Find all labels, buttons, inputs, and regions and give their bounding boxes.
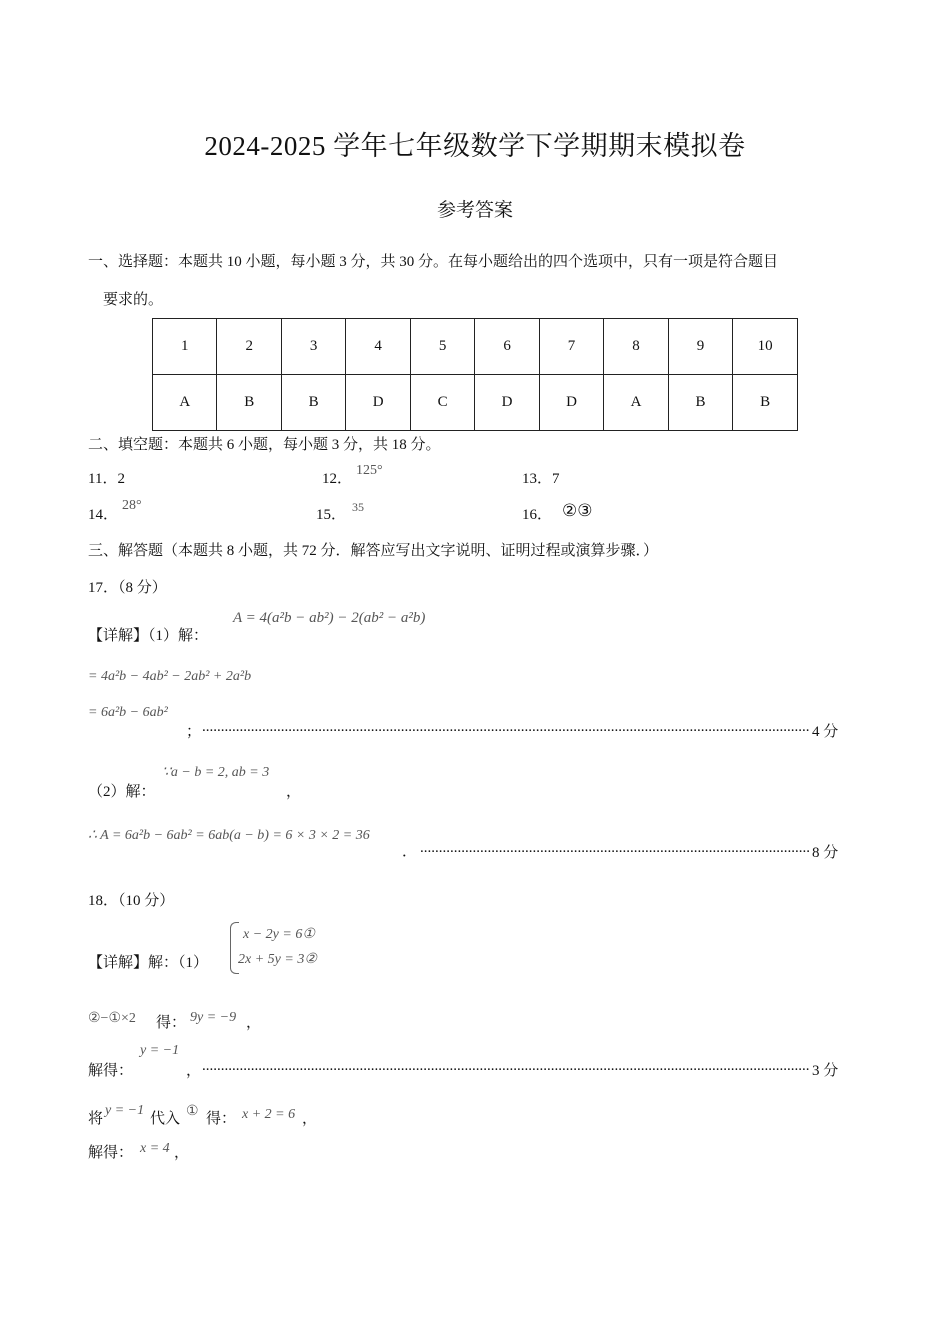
table-cell: B — [733, 375, 798, 431]
q18-solve-label: 解得： — [88, 1063, 134, 1079]
table-cell: B — [668, 375, 732, 431]
fill-item-12-value: 125° — [356, 463, 383, 478]
fill-item-14-label: 14． — [88, 507, 119, 523]
table-cell: 1 — [153, 319, 217, 375]
fill-item-11: 11．2 — [88, 471, 125, 487]
q18-step1-end: ， — [246, 1015, 262, 1031]
q17-given: ∵a − b = 2, ab = 3 — [162, 765, 270, 780]
document-title: 2024-2025 学年七年级数学下学期期末模拟卷 — [204, 131, 746, 161]
q17-equation-2: = 4a²b − 4ab² − 2ab² + 2a²b — [88, 669, 252, 684]
q18-solve-equation: y = −1 — [140, 1043, 180, 1058]
q17-label: 17．（8 分） — [88, 580, 167, 596]
fill-item-13: 13．7 — [522, 471, 560, 487]
table-row-numbers — [153, 319, 798, 375]
table-cell: 2 — [217, 319, 281, 375]
q18-detail-label: 【详解】解：（1） — [88, 955, 209, 971]
q18-sub-equation: y = −1 — [105, 1103, 145, 1118]
section3-heading: 三、解答题（本题共 8 小题，共 72 分．解答应写出文字说明、证明过程或演算步骤．） — [88, 543, 659, 559]
q18-step1-mid: 得： — [156, 1015, 187, 1031]
table-cell: 4 — [346, 319, 410, 375]
table-cell: 10 — [733, 319, 798, 375]
q18-sub-get: 得： — [206, 1111, 237, 1127]
q18-label: 18．（10 分） — [88, 893, 175, 909]
q18-step1-prefix: ②−①×2 — [88, 1011, 136, 1026]
q18-solve2-equation: x = 4 — [140, 1141, 170, 1156]
table-cell: 7 — [539, 319, 603, 375]
table-cell: 8 — [604, 319, 668, 375]
table-cell: C — [410, 375, 474, 431]
table-cell: D — [346, 375, 410, 431]
table-cell: 3 — [281, 319, 345, 375]
q17-equation-4: ∴ A = 6a²b − 6ab² = 6ab(a − b) = 6 × 3 × 2 = 36 — [88, 828, 370, 843]
q17-semicolon: ； — [186, 724, 202, 740]
q17-equation-3: = 6a²b − 6ab² — [88, 705, 168, 720]
q17-detail-label: 【详解】（1）解： — [88, 628, 209, 644]
q18-sub-prefix: 将 — [88, 1111, 104, 1127]
q18-system-eq1: x − 2y = 6① — [243, 927, 315, 942]
q17-score-1: 4 分 — [812, 724, 839, 740]
q17-period: ． — [402, 844, 418, 860]
document-subtitle: 参考答案 — [436, 200, 513, 221]
table-cell: 9 — [668, 319, 732, 375]
q18-system-eq2: 2x + 5y = 3② — [238, 952, 317, 967]
section2-heading: 二、填空题：本题共 6 小题，每小题 3 分，共 18 分。 — [88, 437, 441, 453]
leader-dots — [420, 840, 810, 857]
q17-part2-label: （2）解： — [88, 784, 156, 800]
section1-heading: 一、选择题：本题共 10 小题，每小题 3 分，共 30 分。在每小题给出的四个选项中，只有一项是符合题目 — [88, 254, 779, 270]
table-cell: 6 — [475, 319, 539, 375]
fill-item-15-value: 35 — [352, 500, 364, 514]
table-cell: D — [539, 375, 603, 431]
q18-score-3: 3 分 — [812, 1063, 839, 1079]
q17-score-2: 8 分 — [812, 845, 839, 861]
leader-dots — [202, 719, 810, 736]
table-row-answers — [153, 375, 798, 431]
q18-sub-mid: 代入 — [150, 1111, 181, 1127]
fill-item-14-value: 28° — [122, 498, 142, 513]
leader-dots — [202, 1058, 810, 1075]
fill-item-16-label: 16． — [522, 507, 553, 523]
table-cell: B — [281, 375, 345, 431]
fill-item-12-label: 12． — [322, 471, 353, 487]
q18-solve2-label: 解得： — [88, 1145, 134, 1161]
q18-solve2-end: ， — [174, 1145, 190, 1161]
q17-comma: ， — [286, 784, 302, 800]
table-cell: 5 — [410, 319, 474, 375]
q18-step1-equation: 9y = −9 — [190, 1010, 237, 1025]
q18-sub-result: x + 2 = 6 — [242, 1107, 296, 1122]
q18-sub-circle: ① — [186, 1104, 199, 1119]
table-cell: A — [153, 375, 217, 431]
fill-item-15-label: 15． — [316, 507, 347, 523]
q18-solve-comma: ， — [186, 1063, 202, 1079]
table-cell: A — [604, 375, 668, 431]
section1-heading-cont: 要求的。 — [103, 292, 164, 308]
fill-item-16-value: ②③ — [562, 501, 593, 520]
answer-table — [152, 318, 798, 431]
q18-sub-end: ， — [302, 1111, 318, 1127]
q17-equation-1: A = 4(a²b − ab²) − 2(ab² − a²b) — [233, 610, 426, 626]
table-cell: D — [475, 375, 539, 431]
table-cell: B — [217, 375, 281, 431]
